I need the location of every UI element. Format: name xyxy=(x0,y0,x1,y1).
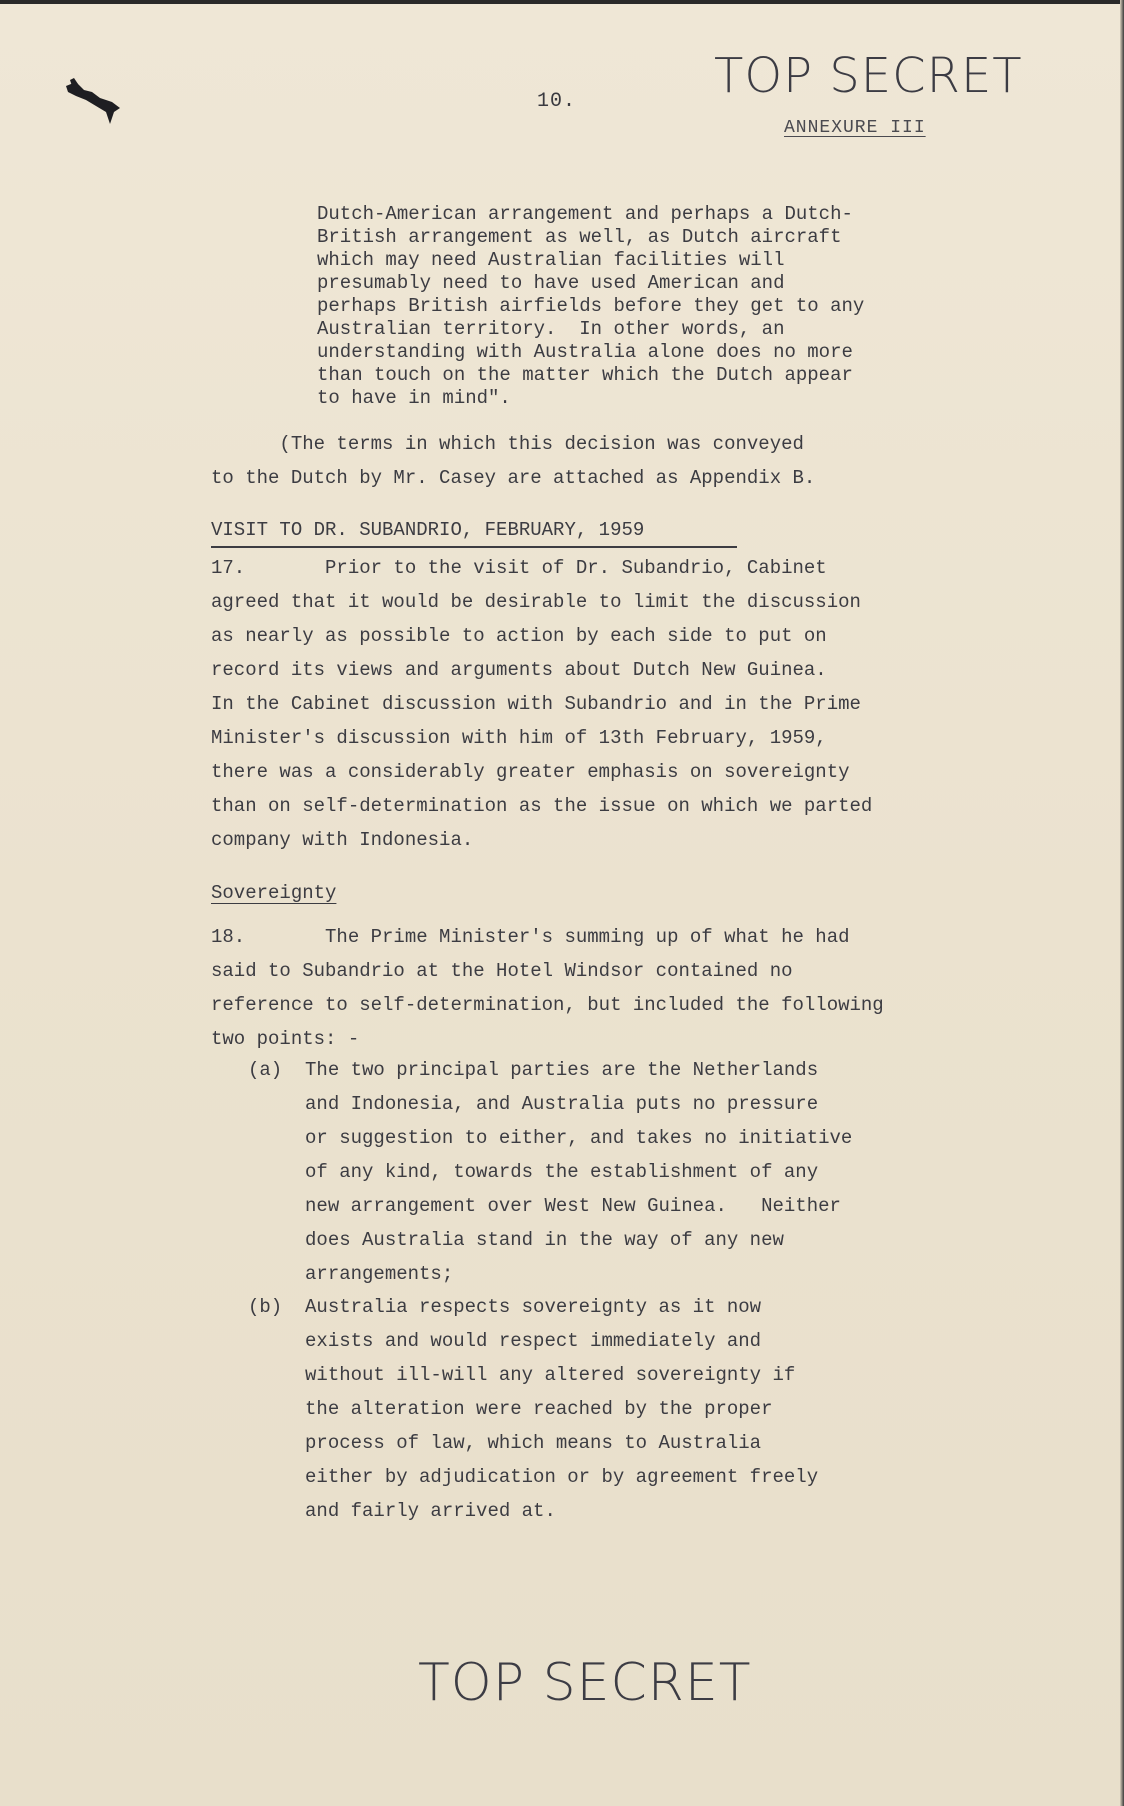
scan-right-edge xyxy=(1120,0,1124,1806)
paragraph-18: 18. The Prime Minister's summing up of what he had said to Subandrio at the Hotel Windsor contained no reference to self-determination, but included the following two points: - xyxy=(211,926,884,1050)
heading-underline xyxy=(211,546,737,548)
point-a: (a) The two principal parties are the Netherlands and Indonesia, and Australia puts no pressure or suggestion to either, and takes no initiative of any kind, towards the establishment of any new arrangement over West New Guinea. Neither does Australia stand in the way of any new arrangements; xyxy=(248,1059,853,1285)
classification-header: TOP SECRET xyxy=(714,48,1023,104)
annexure-label: ANNEXURE III xyxy=(784,118,926,138)
section-heading-visit: VISIT TO DR. SUBANDRIO, FEBRUARY, 1959 xyxy=(211,519,645,541)
section-heading-sovereignty: Sovereignty xyxy=(211,882,337,904)
classification-footer: TOP SECRET xyxy=(418,1653,752,1713)
quoted-text-block: Dutch-American arrangement and perhaps a Dutch- British arrangement as well, as Dutch aircraft which may need Australian facilities will presumably need to have used American and perhaps British airfields before they get to any Australian territory. In other words, an understanding with Australia alone does no more than touch on the matter which the Dutch appear to have in mind". xyxy=(317,203,865,409)
appendix-note-paragraph: (The terms in which this decision was conveyed to the Dutch by Mr. Casey are attached as Appendix B. xyxy=(211,433,816,489)
page-number: 10. xyxy=(537,90,577,113)
scan-top-edge xyxy=(0,0,1124,4)
ink-mark-icon xyxy=(62,76,132,126)
point-b: (b) Australia respects sovereignty as it now exists and would respect immediately and without ill-will any altered sovereignty if the alteration were reached by the proper process of law, which means to Australia either by adjudication or by agreement freely and fairly arrived at. xyxy=(248,1296,819,1522)
paragraph-17: 17. Prior to the visit of Dr. Subandrio, Cabinet agreed that it would be desirable to limit the discussion as nearly as possible to action by each side to put on record its views and arguments about Dutch New Guinea. In the Cabinet discussion with Subandrio and in the Prime Minister's discussion with him of 13th February, 1959, there was a considerably greater emphasis on sovereignty than on self-determination as the issue on which we parted company with Indonesia. xyxy=(211,557,873,851)
